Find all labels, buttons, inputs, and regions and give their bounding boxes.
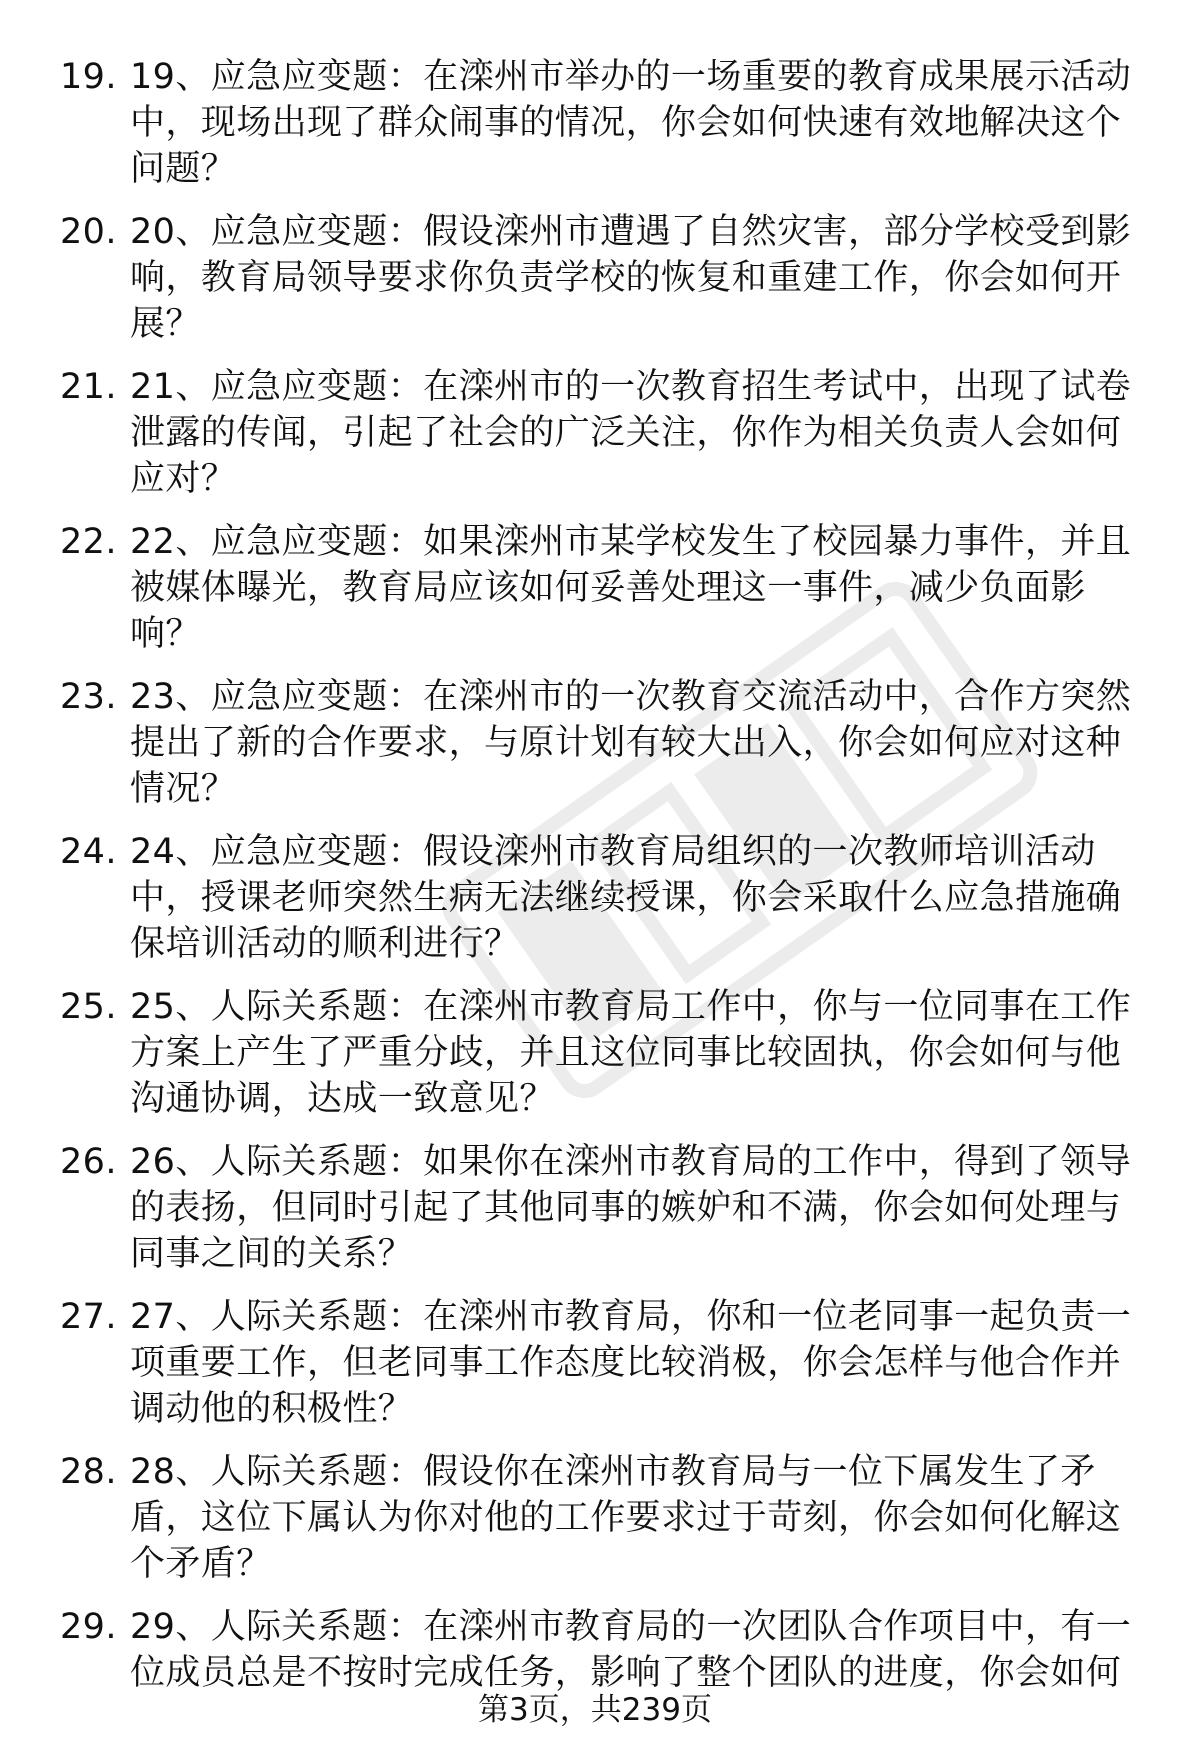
question-item (60, 364, 1155, 502)
question-text: 19、应急应变题：在滦州市举办的一场重要的教育成果展示活动中，现场出现了群众闹事的情况，你会如何快速有效地解决这个问题？ (130, 57, 1132, 189)
question-number: 27. (60, 1297, 117, 1337)
question-number: 22. (60, 522, 117, 562)
question-text: 28、人际关系题：假设你在滦州市教育局与一位下属发生了矛盾，这位下属认为你对他的工作要求过于苛刻，你会如何化解这个矛盾？ (130, 1452, 1122, 1584)
question-item (60, 984, 1155, 1122)
question-item (60, 209, 1155, 347)
question-number: 29. (60, 1607, 117, 1647)
question-number: 21. (60, 367, 117, 407)
question-text: 22、应急应变题：如果滦州市某学校发生了校园暴力事件，并且被媒体曝光，教育局应该如何妥善处理这一事件，减少负面影响？ (130, 522, 1132, 654)
question-number: 26. (60, 1142, 117, 1182)
question-text: 21、应急应变题：在滦州市的一次教育招生考试中，出现了试卷泄露的传闻，引起了社会的广泛关注，你作为相关负责人会如何应对？ (130, 367, 1132, 499)
question-item (60, 674, 1155, 812)
question-item (60, 1449, 1155, 1587)
question-text: 27、人际关系题：在滦州市教育局，你和一位老同事一起负责一项重要工作，但老同事工作态度比较消极，你会怎样与他合作并调动他的积极性？ (130, 1297, 1132, 1429)
question-text: 20、应急应变题：假设滦州市遭遇了自然灾害，部分学校受到影响，教育局领导要求你负责学校的恢复和重建工作，你会如何开展？ (130, 212, 1132, 344)
question-item (60, 1139, 1155, 1277)
question-item (60, 829, 1155, 967)
question-item (60, 54, 1155, 192)
question-item (60, 1604, 1155, 1696)
question-list (60, 54, 1155, 1713)
question-number: 24. (60, 832, 117, 872)
question-number: 19. (60, 57, 117, 97)
question-number: 23. (60, 677, 117, 717)
question-item (60, 519, 1155, 657)
question-text: 26、人际关系题：如果你在滦州市教育局的工作中，得到了领导的表扬，但同时引起了其他同事的嫉妒和不满，你会如何处理与同事之间的关系？ (130, 1142, 1132, 1274)
question-number: 28. (60, 1452, 117, 1492)
question-text: 24、应急应变题：假设滦州市教育局组织的一次教师培训活动中，授课老师突然生病无法继续授课，你会采取什么应急措施确保培训活动的顺利进行？ (130, 832, 1122, 964)
question-number: 25. (60, 987, 117, 1027)
question-item (60, 1294, 1155, 1432)
page-footer: 第3页，共239页 (478, 1692, 712, 1728)
question-text: 23、应急应变题：在滦州市的一次教育交流活动中，合作方突然提出了新的合作要求，与原计划有较大出入，你会如何应对这种情况？ (130, 677, 1132, 809)
question-text: 29、人际关系题：在滦州市教育局的一次团队合作项目中，有一位成员总是不按时完成任务，影响了整个团队的进度，你会如何 (130, 1607, 1132, 1693)
question-number: 20. (60, 212, 117, 252)
question-text: 25、人际关系题：在滦州市教育局工作中，你与一位同事在工作方案上产生了严重分歧，并且这位同事比较固执，你会如何与他沟通协调，达成一致意见？ (130, 987, 1132, 1119)
